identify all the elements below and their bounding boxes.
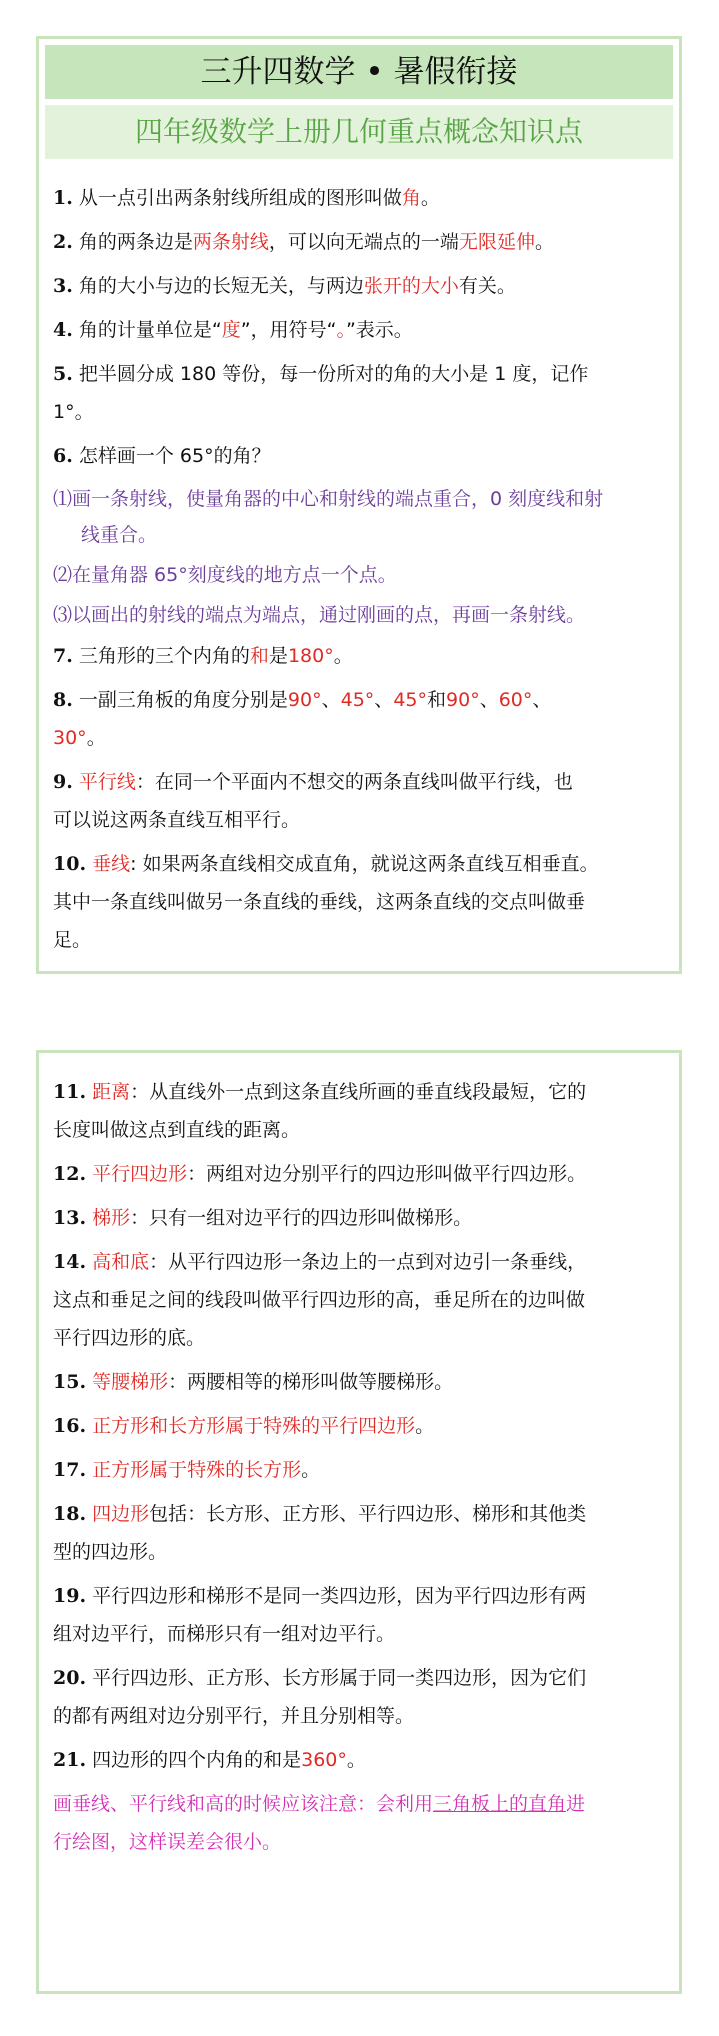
card-part-2 <box>36 1050 682 1994</box>
list-item-10: 10. 垂线: 如果两条直线相交成直角，就说这两条直线互相垂直。 其中一条直线叫做另一条直线的垂线，这两条直线的交点叫做垂 足。 <box>53 853 599 951</box>
list-item-20: 20. 平行四边形、正方形、长方形属于同一类四边形，因为它们 的都有两组对边分别平行，并且分别相等。 <box>53 1667 587 1727</box>
list-item-1: 1. 从一点引出两条射线所组成的图形叫做角。 <box>53 187 440 209</box>
list-item-2: 2. 角的两条边是两条射线，可以向无端点的一端无限延伸。 <box>53 231 554 253</box>
sub-step-1: ⑴画一条射线，使量角器的中心和射线的端点重合，0 刻度线和射 线重合。 <box>53 488 604 546</box>
list-item-13: 13. 梯形：只有一组对边平行的四边形叫做梯形。 <box>53 1207 473 1229</box>
knowledge-list-2 <box>53 1073 665 1867</box>
list-item-21: 21. 四边形的四个内角的和是360°。 <box>53 1749 366 1771</box>
list-item-4: 4. 角的计量单位是“度”，用符号“。”表示。 <box>53 319 413 341</box>
list-item-11: 11. 距离：从直线外一点到这条直线所画的垂直线段最短，它的 长度叫做这点到直线的距离。 <box>53 1081 587 1141</box>
list-item-16: 16. 正方形和长方形属于特殊的平行四边形。 <box>53 1415 435 1437</box>
list-item-15: 15. 等腰梯形：两腰相等的梯形叫做等腰梯形。 <box>53 1371 454 1393</box>
list-item-14: 14. 高和底：从平行四边形一条边上的一点到对边引一条垂线， 这点和垂足之间的线段叫做平行四边形的高，垂足所在的边叫做 平行四边形的底。 <box>53 1251 587 1349</box>
sub-step-3: ⑶以画出的射线的端点为端点，通过刚画的点，再画一条射线。 <box>53 604 586 626</box>
card-part-1 <box>36 36 682 974</box>
list-item-8: 8. 一副三角板的角度分别是90°、45°、45°和90°、60°、 30°。 <box>53 689 552 749</box>
list-item-17: 17. 正方形属于特殊的长方形。 <box>53 1459 321 1481</box>
list-item-18: 18. 四边形包括：长方形、正方形、平行四边形、梯形和其他类 型的四边形。 <box>53 1503 587 1563</box>
note-tip: 画垂线、平行线和高的时候应该注意：会利用三角板上的直角进 行绘图，这样误差会很小。 <box>53 1793 586 1853</box>
sub-step-2: ⑵在量角器 65°刻度线的地方点一个点。 <box>53 564 397 586</box>
list-item-3: 3. 角的大小与边的长短无关，与两边张开的大小有关。 <box>53 275 516 297</box>
list-item-5: 5. 把半圆分成 180 等份，每一份所对的角的大小是 1 度，记作 1°。 <box>53 363 589 423</box>
list-item-19: 19. 平行四边形和梯形不是同一类四边形，因为平行四边形有两 组对边平行，而梯形只有一组对边平行。 <box>53 1585 587 1645</box>
list-item-12: 12. 平行四边形：两组对边分别平行的四边形叫做平行四边形。 <box>53 1163 587 1185</box>
page-title: 三升四数学 • 暑假衔接 <box>45 45 673 99</box>
list-item-9: 9. 平行线：在同一个平面内不想交的两条直线叫做平行线，也 可以说这两条直线互相平行。 <box>53 771 573 831</box>
list-item-7: 7. 三角形的三个内角的和是180°。 <box>53 645 353 667</box>
page-subtitle: 四年级数学上册几何重点概念知识点 <box>45 105 673 159</box>
knowledge-list-1 <box>53 179 665 965</box>
list-item-6: 6. 怎样画一个 65°的角？ <box>53 445 271 467</box>
